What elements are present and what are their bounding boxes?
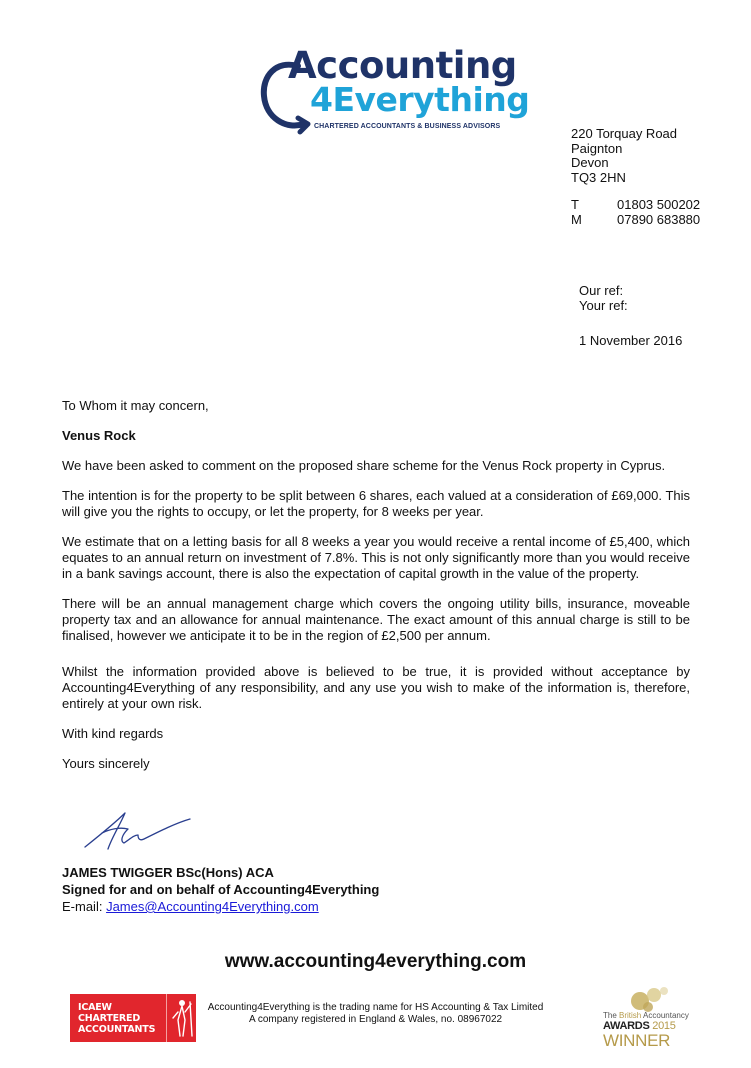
footer-registration: A company registered in England & Wales, no. 08967022 <box>248 1014 503 1025</box>
footer-website[interactable]: www.accounting4everything.com <box>224 951 527 972</box>
logo-word-accounting: Accounting <box>288 44 517 87</box>
salutation: To Whom it may concern, <box>62 398 209 413</box>
our-ref: Our ref: <box>579 283 624 298</box>
award-text: The <box>603 1011 620 1020</box>
award-year: 2015 <box>652 1020 676 1032</box>
sign-off <box>62 864 379 915</box>
your-ref: Your ref: <box>579 297 628 313</box>
icaew-line: CHARTERED <box>78 1013 141 1024</box>
closing-regards: With kind regards <box>62 726 164 741</box>
phone-number: 07890 683880 <box>617 211 701 227</box>
award-circles-icon <box>618 985 678 1013</box>
award-text: AWARDS <box>603 1020 650 1032</box>
phone-row <box>571 198 700 213</box>
award-text: British <box>619 1011 642 1020</box>
subject-heading: Venus Rock <box>62 428 136 443</box>
award-line1 <box>603 1011 689 1020</box>
phone-row <box>571 213 700 228</box>
phone-label: T <box>571 197 579 212</box>
closing-sincerely: Yours sincerely <box>62 756 150 771</box>
contact-phones <box>571 198 700 227</box>
british-accountancy-award-badge <box>600 985 700 1055</box>
icaew-figure-icon <box>170 998 194 1038</box>
references <box>579 284 628 313</box>
award-winner: WINNER <box>603 1031 671 1050</box>
email-line <box>62 898 379 915</box>
address-line: 220 Torquay Road <box>571 126 678 141</box>
logo-word-4everything: 4Everything <box>310 80 530 119</box>
paragraph: The intention is for the property to be split between 6 shares, each valued at a consideration of £69,000. This will give you the rights to occupy, or let the property, for 8 weeks per year. <box>62 488 690 519</box>
email-label: E-mail: <box>62 899 107 914</box>
footer-trading-name: Accounting4Everything is the trading name for HS Accounting & Tax Limited <box>207 1002 544 1013</box>
icaew-divider <box>166 994 167 1042</box>
paragraph: We have been asked to comment on the proposed share scheme for the Venus Rock property in Cyprus. <box>62 458 666 473</box>
signatory-name: JAMES TWIGGER BSc(Hons) ACA <box>62 865 274 880</box>
award-text: Accountancy <box>641 1011 689 1020</box>
icaew-logo <box>70 994 196 1042</box>
phone-label: M <box>571 211 582 227</box>
address-line: Paignton <box>571 140 623 156</box>
handwritten-signature <box>80 805 200 858</box>
sender-address <box>571 127 677 185</box>
icaew-line: ICAEW <box>78 1002 112 1013</box>
icaew-line: ACCOUNTANTS <box>78 1024 156 1035</box>
logo-tagline: CHARTERED ACCOUNTANTS & BUSINESS ADVISORS <box>314 123 501 130</box>
icaew-text <box>78 1002 155 1035</box>
address-line: TQ3 2HN <box>571 169 626 185</box>
letter-date: 1 November 2016 <box>579 333 683 348</box>
disclaimer-paragraph: Whilst the information provided above is believed to be true, it is provided without acceptance by Accounting4Everything of any responsibility, and any use you wish to make of the information is, therefore, entirely at your own risk. <box>62 664 690 711</box>
phone-number: 01803 500202 <box>617 197 701 212</box>
email-link[interactable]: James@Accounting4Everything.com <box>106 899 319 914</box>
paragraph: We estimate that on a letting basis for all 8 weeks a year you would receive a rental income of £5,400, which equates to an annual return on investment of 7.8%. This is not only significantly more than you would receive in a bank savings account, there is also the expectation of capital growth in the value of the property. <box>62 534 690 581</box>
paragraph: There will be an annual management charge which covers the ongoing utility bills, insurance, moveable property tax and an allowance for annual maintenance. The exact amount of this annual charge is still to be finalised, however we anticipate it to be in the region of £2,500 per annum. <box>62 596 690 643</box>
address-line: Devon <box>571 155 609 170</box>
signed-on-behalf: Signed for and on behalf of Accounting4Everything <box>62 882 380 897</box>
company-logo <box>258 44 530 136</box>
letter-body <box>62 398 690 786</box>
